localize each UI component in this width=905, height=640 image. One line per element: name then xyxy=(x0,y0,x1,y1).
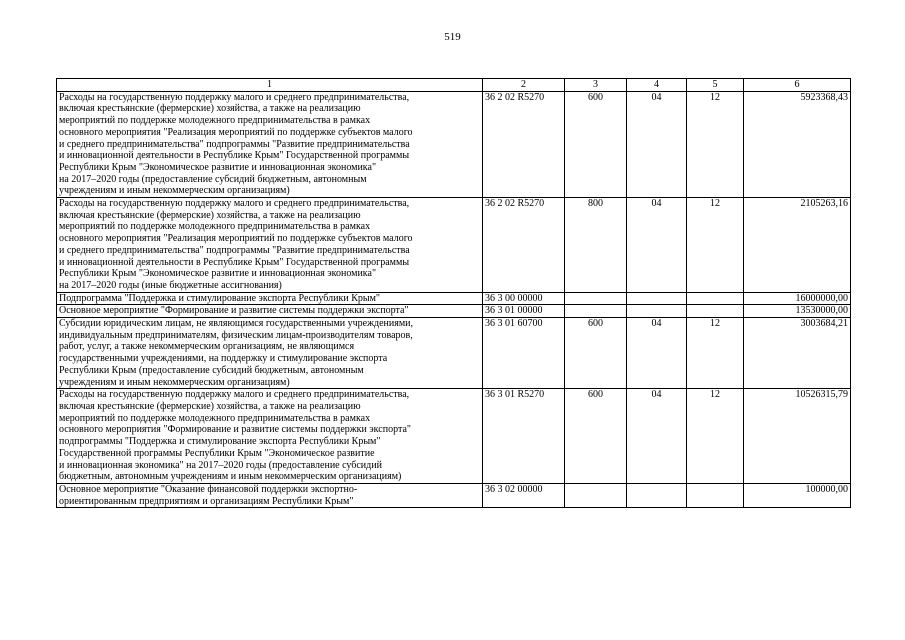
table-row xyxy=(57,198,851,293)
item-name: Подпрограмма "Поддержка и стимулирование экспорта Республики Крым" xyxy=(57,292,483,305)
expense-type xyxy=(565,483,627,507)
subsection: 12 xyxy=(687,91,744,197)
table-row xyxy=(57,91,851,197)
target-code: 36 3 00 00000 xyxy=(483,292,565,305)
table-header-row xyxy=(57,79,851,92)
section xyxy=(627,292,687,305)
header-cell: 4 xyxy=(627,79,687,92)
table-row xyxy=(57,483,851,507)
page-number: 519 xyxy=(444,31,461,43)
subsection xyxy=(687,305,744,318)
section: 04 xyxy=(627,91,687,197)
amount: 16000000,00 xyxy=(744,292,851,305)
subsection xyxy=(687,292,744,305)
section: 04 xyxy=(627,389,687,484)
amount: 100000,00 xyxy=(744,483,851,507)
expense-type: 800 xyxy=(565,198,627,293)
section xyxy=(627,305,687,318)
subsection xyxy=(687,483,744,507)
expense-type: 600 xyxy=(565,389,627,484)
target-code: 36 2 02 R5270 xyxy=(483,198,565,293)
subsection: 12 xyxy=(687,389,744,484)
expense-type: 600 xyxy=(565,318,627,389)
item-name: Расходы на государственную поддержку малого и среднего предпринимательства, включая крестьянские (фермерские) хозяйства, а также на реализацию мероприятий по поддержке молодежного предпринимательства в рамках основного мероприятия "Реализация мероприятий по поддержке субъектов малого и среднего предпринимательства" подпрограммы "Развитие предпринимательства и инновационной деятельности в Республике Крым" Государственной программы Республики Крым "Экономическое развитие и инновационная экономика" на 2017–2020 годы (предоставление субсидий бюджетным, автономным учреждениям и иным некоммерческим организациям) xyxy=(57,91,483,197)
expense-type: 600 xyxy=(565,91,627,197)
expense-type xyxy=(565,292,627,305)
header-cell: 2 xyxy=(483,79,565,92)
item-name: Основное мероприятие "Формирование и развитие системы поддержки экспорта" xyxy=(57,305,483,318)
amount: 13530000,00 xyxy=(744,305,851,318)
amount: 5923368,43 xyxy=(744,91,851,197)
target-code: 36 3 01 00000 xyxy=(483,305,565,318)
expense-type xyxy=(565,305,627,318)
table-row xyxy=(57,305,851,318)
section: 04 xyxy=(627,318,687,389)
header-cell: 6 xyxy=(744,79,851,92)
item-name: Субсидии юридическим лицам, не являющимся государственными учреждениями, индивидуальным предпринимателям, физическим лицам-производителям товаров, работ, услуг, а также некоммерческим организациям, не являющимся государственными учреждениями, на поддержку и стимулирование экспорта Республики Крым (предоставление субсидий бюджетным, автономным учреждениям и иным некоммерческим организациям) xyxy=(57,318,483,389)
budget-table xyxy=(56,78,851,508)
header-cell: 3 xyxy=(565,79,627,92)
header-cell: 5 xyxy=(687,79,744,92)
section xyxy=(627,483,687,507)
target-code: 36 3 02 00000 xyxy=(483,483,565,507)
subsection: 12 xyxy=(687,198,744,293)
item-name: Расходы на государственную поддержку малого и среднего предпринимательства, включая крестьянские (фермерские) хозяйства, а также на реализацию мероприятий по поддержке молодежного предпринимательства в рамках основного мероприятия "Формирование и развитие системы поддержки экспорта" подпрограммы "Поддержка и стимулирование экспорта Республики Крым" Государственной программы Республики Крым "Экономическое развитие и инновационная экономика" на 2017–2020 годы (предоставление субсидий бюджетным, автономным учреждениям и иным некоммерческим организациям) xyxy=(57,389,483,484)
table-row xyxy=(57,318,851,389)
amount: 3003684,21 xyxy=(744,318,851,389)
target-code: 36 2 02 R5270 xyxy=(483,91,565,197)
item-name: Основное мероприятие "Оказание финансовой поддержки экспортно- ориентированным предприятиям и организациям Республики Крым" xyxy=(57,483,483,507)
table-row xyxy=(57,292,851,305)
header-cell: 1 xyxy=(57,79,483,92)
item-name: Расходы на государственную поддержку малого и среднего предпринимательства, включая крестьянские (фермерские) хозяйства, а также на реализацию мероприятий по поддержке молодежного предпринимательства в рамках основного мероприятия "Реализация мероприятий по поддержке субъектов малого и среднего предпринимательства" подпрограммы "Развитие предпринимательства и инновационной деятельности в Республике Крым" Государственной программы Республики Крым "Экономическое развитие и инновационная экономика" на 2017–2020 годы (иные бюджетные ассигнования) xyxy=(57,198,483,293)
amount: 10526315,79 xyxy=(744,389,851,484)
subsection: 12 xyxy=(687,318,744,389)
table-row xyxy=(57,389,851,484)
section: 04 xyxy=(627,198,687,293)
target-code: 36 3 01 R5270 xyxy=(483,389,565,484)
target-code: 36 3 01 60700 xyxy=(483,318,565,389)
amount: 2105263,16 xyxy=(744,198,851,293)
